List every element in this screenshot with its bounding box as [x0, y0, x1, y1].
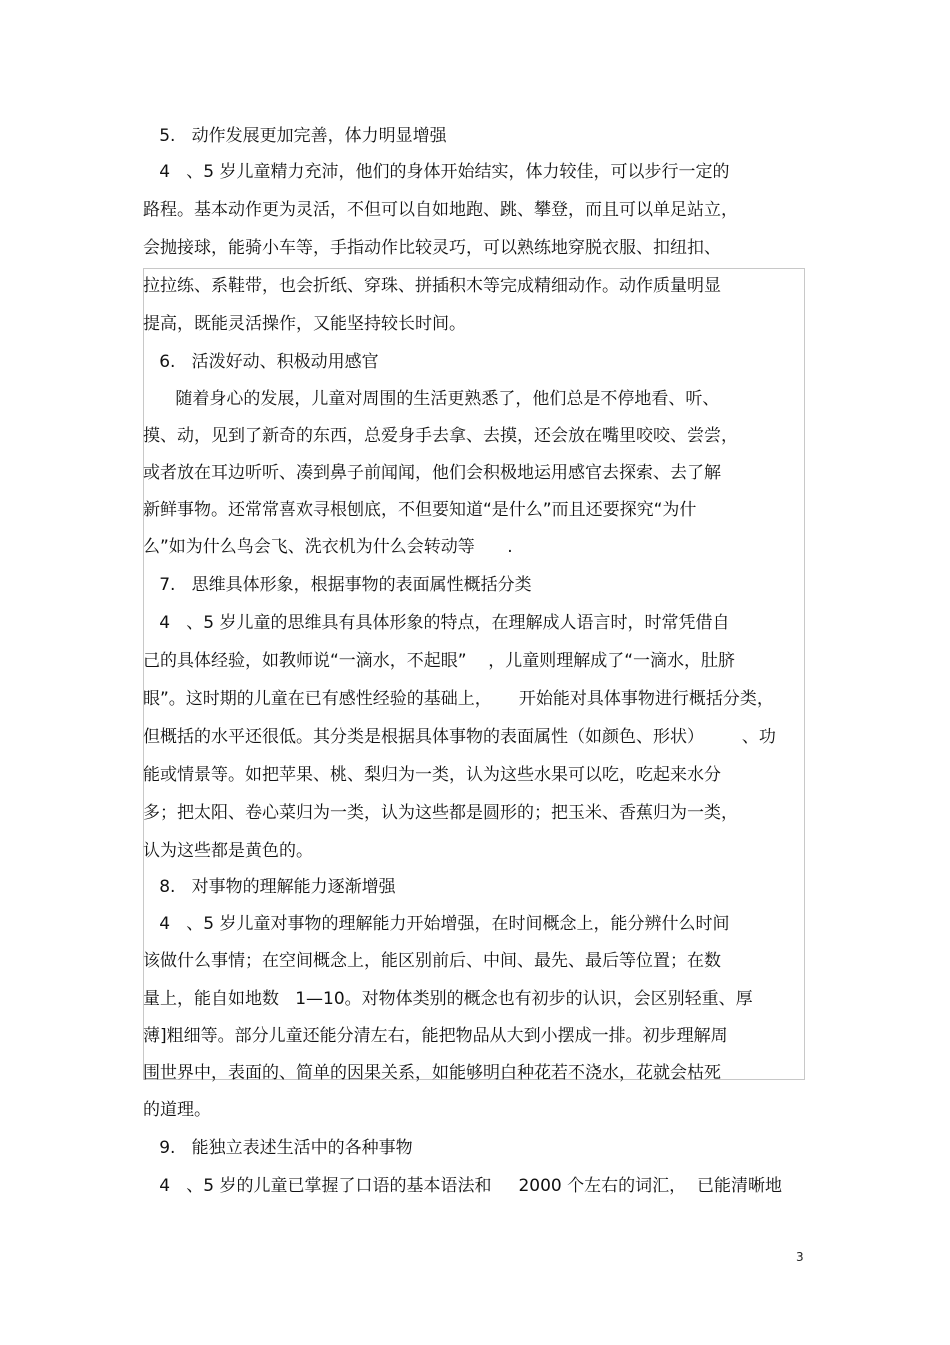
- paragraph-line: 该做什么事情；在空间概念上，能区别前后、中间、最先、最后等位置；在数: [143, 951, 721, 971]
- paragraph-line: 摸、动，见到了新奇的东西，总爱身手去拿、去摸，还会放在嘴里咬咬、尝尝，: [143, 426, 738, 446]
- paragraph-line: 新鲜事物。还常常喜欢寻根刨底，不但要知道“是什么”而且还要探究“为什: [143, 500, 697, 520]
- heading-9: 9. 能独立表述生活中的各种事物: [143, 1138, 413, 1158]
- paragraph-line: 量上，能自如地数 1—10。对物体类别的概念也有初步的认识，会区别轻重、厚: [143, 989, 753, 1009]
- paragraph-line: 能或情景等。如把苹果、桃、梨归为一类，认为这些水果可以吃，吃起来水分: [143, 765, 721, 785]
- heading-5: 5. 动作发展更加完善，体力明显增强: [143, 126, 447, 146]
- paragraph-line: 随着身心的发展，儿童对周围的生活更熟悉了，他们总是不停地看、听、: [143, 389, 720, 409]
- paragraph-line: 路程。基本动作更为灵活，不但可以自如地跑、跳、攀登，而且可以单足站立，: [143, 200, 738, 220]
- paragraph-line: 4 、5 岁儿童精力充沛，他们的身体开始结实，体力较佳，可以步行一定的: [143, 162, 730, 182]
- page-number: 3: [796, 1250, 804, 1264]
- paragraph-line: 会抛接球，能骑小车等，手指动作比较灵巧，可以熟练地穿脱衣服、扣纽扣、: [143, 238, 721, 258]
- paragraph-line: 提高，既能灵活操作，又能坚持较长时间。: [143, 314, 466, 334]
- paragraph-line: 的道理。: [143, 1100, 211, 1120]
- heading-6: 6. 活泼好动、积极动用感官: [143, 352, 379, 372]
- paragraph-line: 围世界中，表面的、简单的因果关系，如能够明白种花若不浇水，花就会枯死: [143, 1063, 721, 1083]
- paragraph-line: 己的具体经验，如教师说“一滴水，不起眼” ，儿童则理解成了“一滴水，肚脐: [143, 651, 736, 671]
- heading-7: 7. 思维具体形象，根据事物的表面属性概括分类: [143, 575, 532, 595]
- paragraph-line: 多；把太阳、卷心菜归为一类，认为这些都是圆形的；把玉米、香蕉归为一类，: [143, 803, 738, 823]
- paragraph-line: 薄]粗细等。部分儿童还能分清左右，能把物品从大到小摆成一排。初步理解周: [143, 1026, 728, 1046]
- paragraph-line: 4 、5 岁的儿童已掌握了口语的基本语法和 2000 个左右的词汇， 已能清晰地: [143, 1176, 782, 1196]
- paragraph-line: 眼”。这时期的儿童在已有感性经验的基础上， 开始能对具体事物进行概括分类，: [143, 689, 774, 709]
- paragraph-line: 么”如为什么鸟会飞、洗衣机为什么会转动等 .: [143, 537, 513, 557]
- paragraph-line: 4 、5 岁儿童的思维具有具体形象的特点，在理解成人语言时，时常凭借自: [143, 613, 730, 633]
- paragraph-line: 或者放在耳边听听、凑到鼻子前闻闻，他们会积极地运用感官去探索、去了解: [143, 463, 721, 483]
- paragraph-line: 认为这些都是黄色的。: [143, 841, 313, 861]
- paragraph-line: 拉拉练、系鞋带，也会折纸、穿珠、拼插积木等完成精细动作。动作质量明显: [143, 276, 721, 296]
- paragraph-line: 4 、5 岁儿童对事物的理解能力开始增强，在时间概念上，能分辨什么时间: [143, 914, 730, 934]
- paragraph-line: 但概括的水平还很低。其分类是根据具体事物的表面属性（如颜色、形状） 、功: [143, 727, 776, 747]
- heading-8: 8. 对事物的理解能力逐渐增强: [143, 877, 396, 897]
